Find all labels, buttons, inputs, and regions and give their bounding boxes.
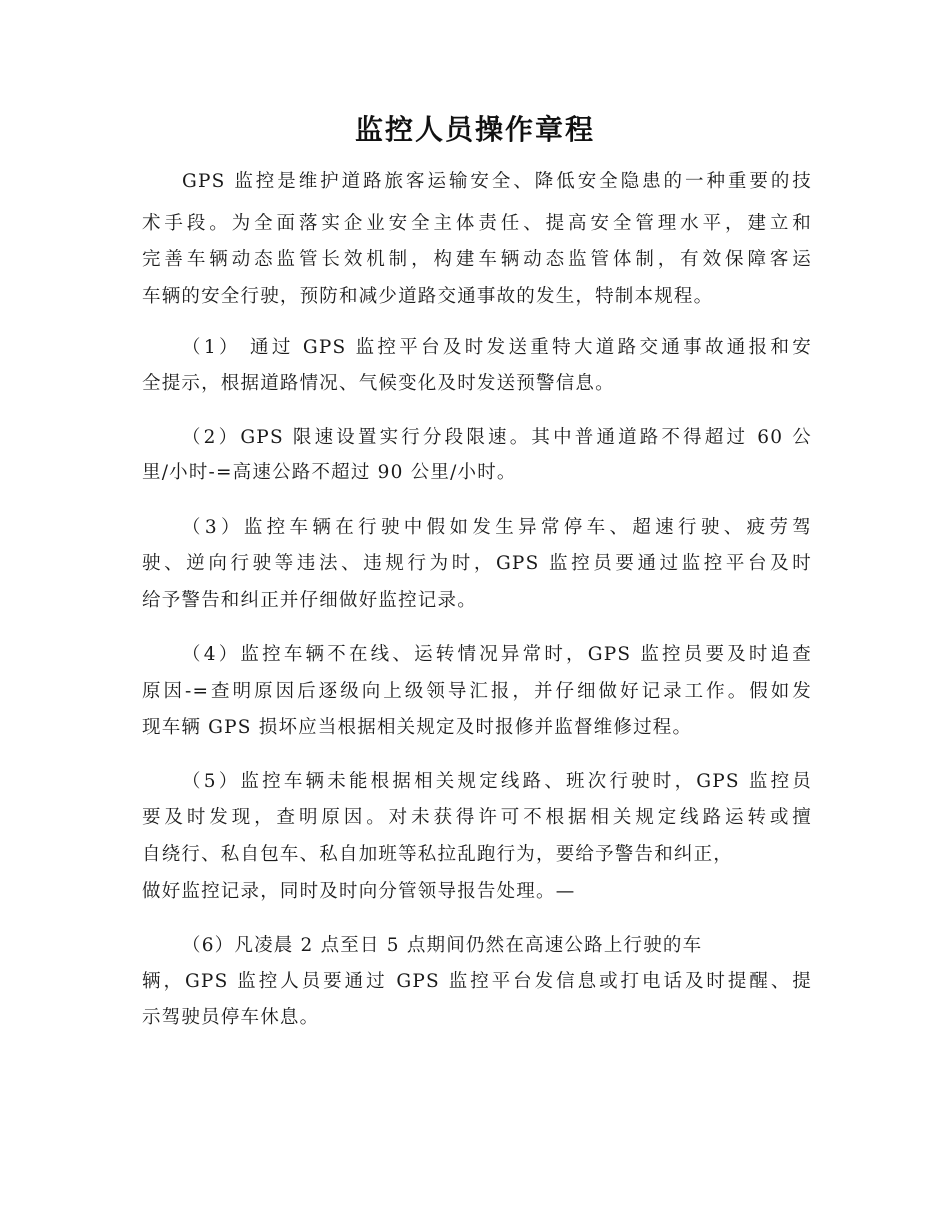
item-6-line-1: （6）凡凌晨 2 点至日 5 点期间仍然在高速公路上行驶的车	[182, 935, 703, 956]
item-4-line-2: 原因-=查明原因后逐级向上级领导汇报，并仔细做好记录工作。假如发	[142, 681, 812, 702]
item-4-line-3: 现车辆 GPS 损坏应当根据相关规定及时报修并监督维修过程。	[142, 717, 693, 738]
item-2-line-2: 里/小时-=高速公路不超过 90 公里/小时。	[142, 462, 517, 483]
item-6-line-2: 辆，GPS 监控人员要通过 GPS 监控平台发信息或打电话及时提醒、提	[142, 971, 812, 992]
item-1-line-1: （1） 通过 GPS 监控平台及时发送重特大道路交通事故通报和安	[182, 337, 812, 358]
page-title: 监控人员操作章程	[354, 113, 595, 146]
item-5-line-4: 做好监控记录，同时及时向分管领导报告处理。—	[142, 881, 576, 902]
item-1-line-2: 全提示，根据道路情况、气候变化及时发送预警信息。	[142, 373, 615, 394]
intro-line-3: 完善车辆动态监管长效机制，构建车辆动态监管体制，有效保障客运	[142, 249, 812, 270]
item-5-line-1: （5）监控车辆未能根据相关规定线路、班次行驶时，GPS 监控员	[182, 771, 812, 792]
intro-line-1: GPS 监控是维护道路旅客运输安全、降低安全隐患的一种重要的技	[182, 171, 812, 192]
item-3-line-1: （3）监控车辆在行驶中假如发生异常停车、超速行驶、疲劳驾	[182, 517, 812, 538]
item-3-line-2: 驶、逆向行驶等违法、违规行为时，GPS 监控员要通过监控平台及时	[142, 553, 812, 574]
item-6-line-3: 示驾驶员停车休息。	[142, 1007, 320, 1028]
intro-line-2: 术手段。为全面落实企业安全主体责任、提高安全管理水平，建立和	[142, 213, 812, 234]
item-4-line-1: （4）监控车辆不在线、运转情况异常时，GPS 监控员要及时追查	[182, 644, 812, 665]
item-5-line-2: 要及时发现，查明原因。对未获得许可不根据相关规定线路运转或擅	[142, 807, 812, 828]
item-2-line-1: （2）GPS 限速设置实行分段限速。其中普通道路不得超过 60 公	[182, 427, 812, 448]
item-3-line-3: 给予警告和纠正并仔细做好监控记录。	[142, 590, 477, 611]
item-5-line-3: 自绕行、私自包车、私自加班等私拉乱跑行为，要给予警告和纠正，	[142, 844, 734, 865]
intro-line-4: 车辆的安全行驶，预防和减少道路交通事故的发生，特制本规程。	[142, 286, 714, 307]
